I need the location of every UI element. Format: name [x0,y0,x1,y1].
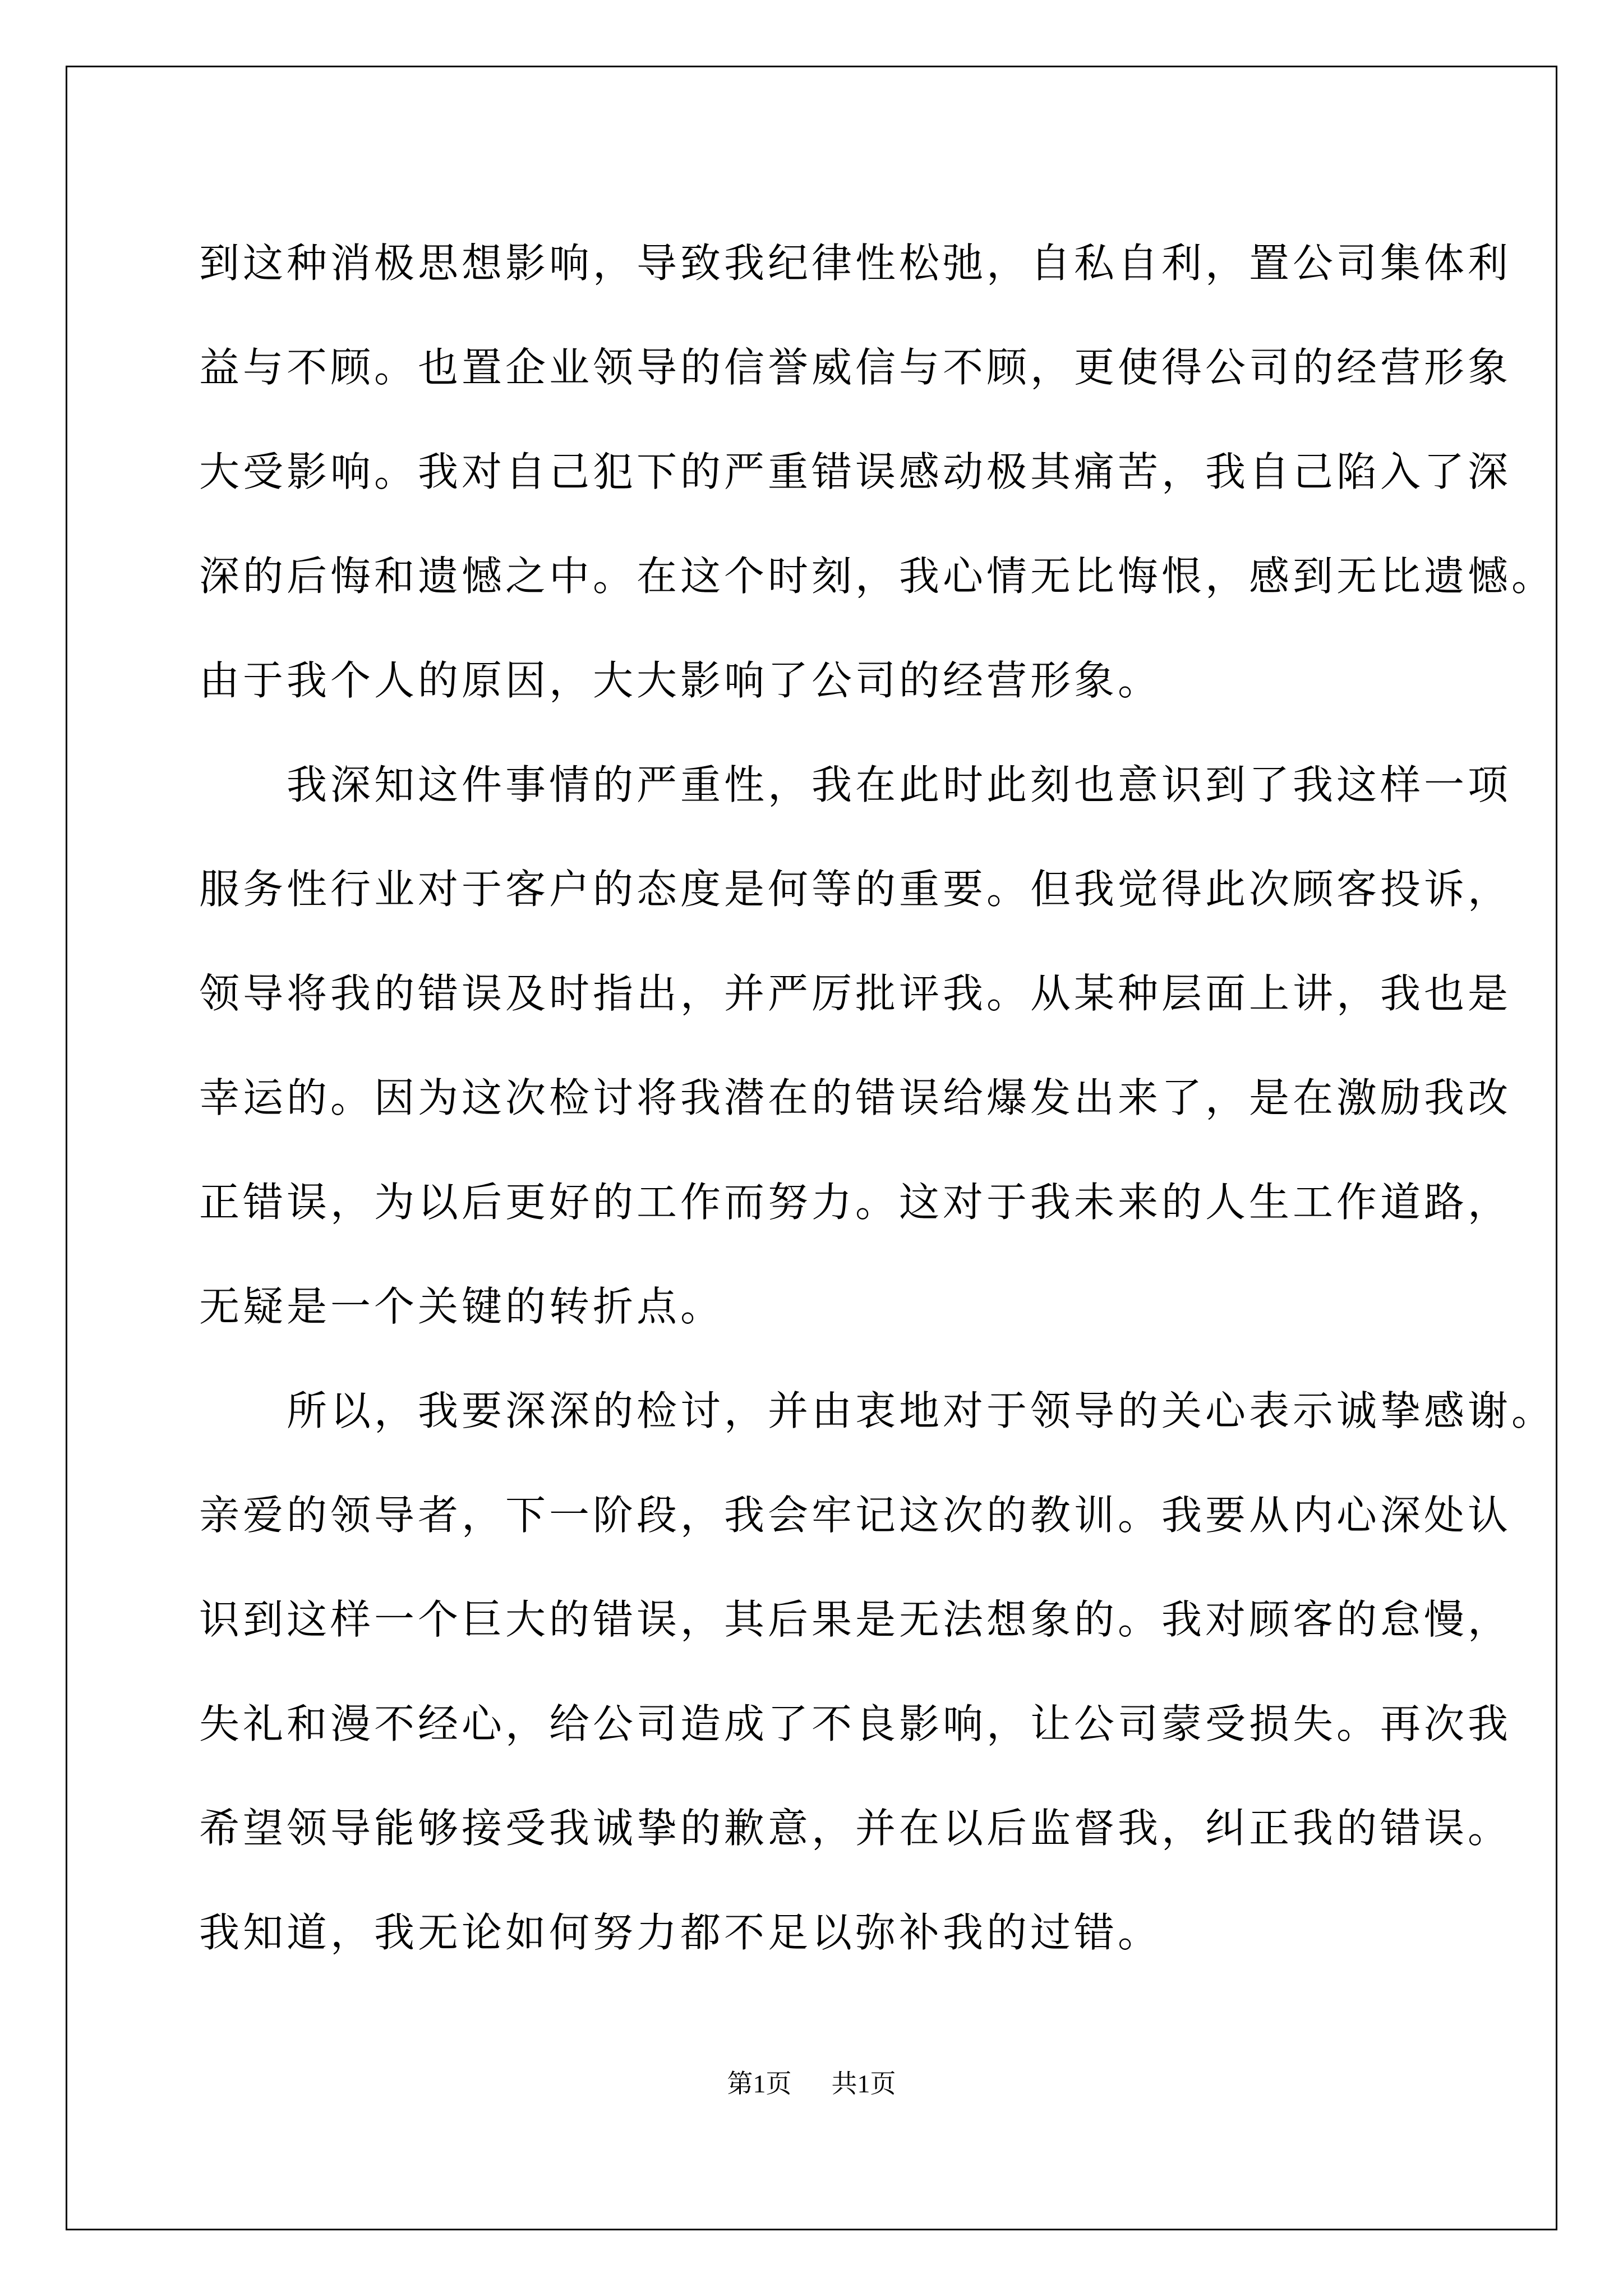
text-line: 幸运的。因为这次检讨将我潜在的错误给爆发出来了，是在激励我改 [199,1074,1512,1121]
text-line: 正错误，为以后更好的工作而努力。这对于我未来的人生工作道路， [199,1179,1512,1226]
text-line: 益与不顾。也置企业领导的信誉威信与不顾，更使得公司的经营形象 [199,344,1512,391]
text-line: 服务性行业对于客户的态度是何等的重要。但我觉得此次顾客投诉， [199,866,1512,913]
text-line: 到这种消极思想影响，导致我纪律性松弛，自私自利，置公司集体利 [199,240,1512,287]
text-line: 希望领导能够接受我诚挚的歉意，并在以后监督我，纠正我的错误。 [199,1805,1512,1852]
document-body [199,211,1556,1985]
text-line: 深的后悔和遗憾之中。在这个时刻，我心情无比悔恨，感到无比遗憾。 [199,553,1556,600]
page-footer [0,2067,1623,2101]
text-line: 亲爱的领导者，下一阶段，我会牢记这次的教训。我要从内心深处认 [199,1492,1512,1539]
page-number-current: 第1页 [727,2069,792,2098]
paragraph-3 [199,1359,1556,1985]
text-line: 由于我个人的原因，大大影响了公司的经营形象。 [199,657,1162,704]
text-line: 无疑是一个关键的转折点。 [199,1283,725,1330]
text-line: 大受影响。我对自己犯下的严重错误感动极其痛苦，我自己陷入了深 [199,448,1512,495]
text-line: 我知道，我无论如何努力都不足以弥补我的过错。 [199,1909,1162,1956]
page-number-total: 共1页 [831,2069,896,2098]
text-line: 我深知这件事情的严重性，我在此时此刻也意识到了我这样一项 [199,761,1512,808]
text-line: 所以，我要深深的检讨，并由衷地对于领导的关心表示诚挚感谢。 [199,1387,1556,1434]
paragraph-2 [199,733,1512,1359]
paragraph-1 [199,211,1556,733]
text-line: 失礼和漫不经心，给公司造成了不良影响，让公司蒙受损失。再次我 [199,1700,1512,1747]
text-line: 领导将我的错误及时指出，并严厉批评我。从某种层面上讲，我也是 [199,970,1512,1017]
text-line: 识到这样一个巨大的错误，其后果是无法想象的。我对顾客的怠慢， [199,1596,1512,1643]
